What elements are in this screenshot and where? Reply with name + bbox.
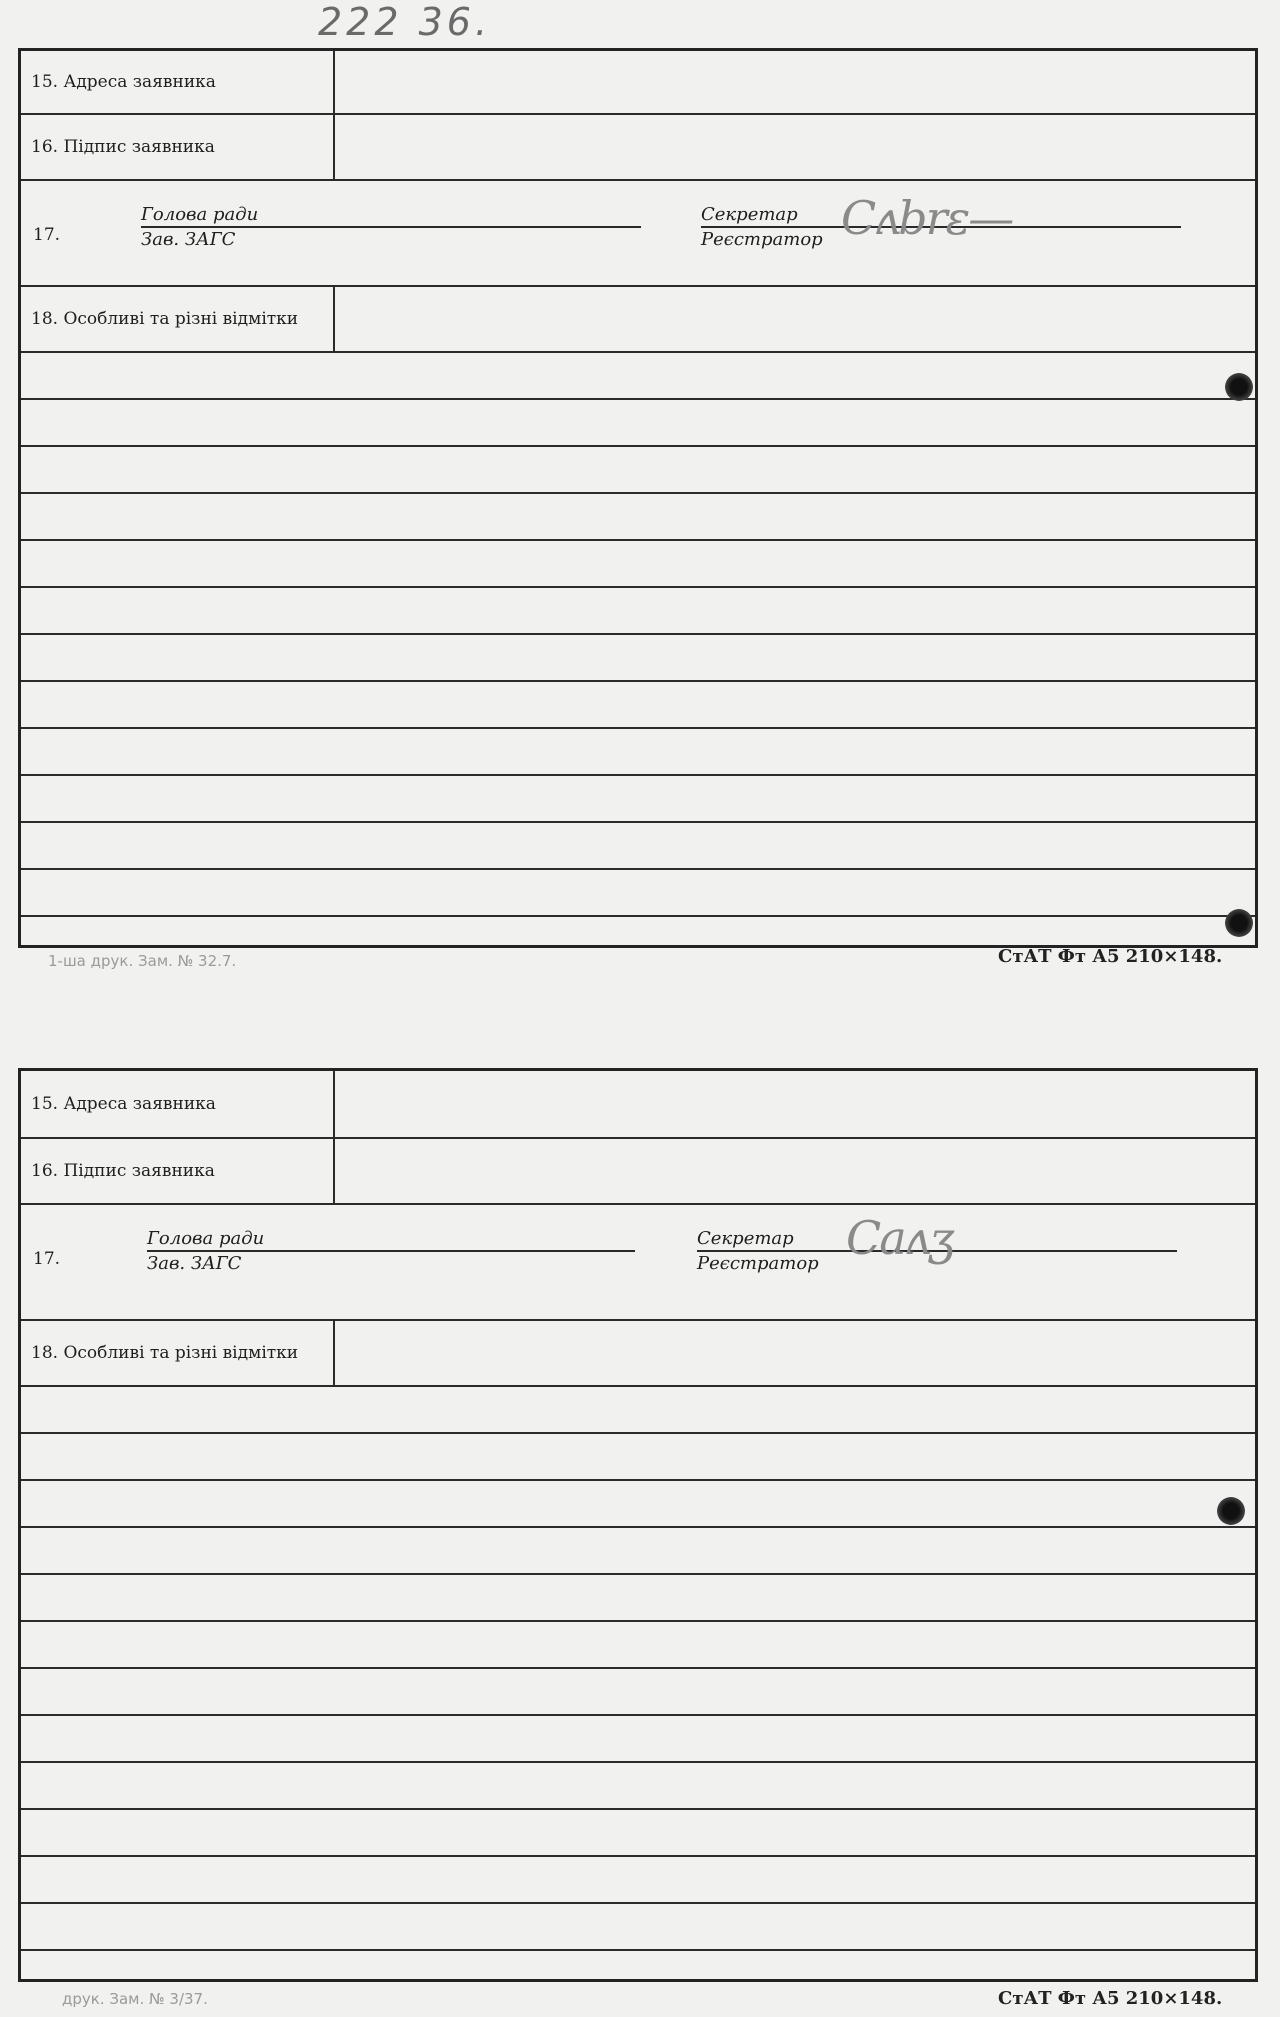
handwritten-signature: Caʌʒ [846,1211,953,1265]
address-row [21,1071,1255,1139]
row-divider [333,51,335,113]
address-label: 15. Адреса заявника [31,1094,216,1114]
head-signature-block [147,1227,635,1275]
print-note: 1-ша друк. Зам. № 32.7. [48,952,237,970]
head-label: Голова ради [141,203,641,228]
registrar-label: Реєстратор [697,1253,819,1274]
handwritten-signature: Cʌbrε— [841,191,1013,245]
registry-head-label: Зав. ЗАГС [141,229,236,250]
print-note: друк. Зам. № 3/37. [62,1990,208,2008]
head-signature-block [141,203,641,251]
applicant-signature-label: 16. Підпис заявника [31,137,215,157]
punch-hole [1217,1497,1245,1525]
row-divider [333,1321,335,1385]
special-marks-row [21,287,1255,353]
registrar-label: Реєстратор [701,229,823,250]
officials-number: 17. [33,1249,61,1269]
punch-hole [1225,909,1253,937]
row-divider [333,1139,335,1203]
applicant-signature-label: 16. Підпис заявника [31,1161,215,1181]
civil-registry-form-bottom [18,1068,1258,1982]
form-code: СтАТ Фт А5 210×148. [998,946,1223,967]
row-divider [333,1071,335,1137]
form-code: СтАТ Фт А5 210×148. [998,1988,1223,2009]
civil-registry-form-top [18,48,1258,948]
address-row [21,51,1255,115]
special-marks-row [21,1321,1255,1387]
address-label: 15. Адреса заявника [31,72,216,92]
secretary-label: Секретар [701,203,1181,228]
officials-number: 17. [33,225,61,245]
applicant-signature-row [21,115,1255,181]
special-marks-label: 18. Особливі та різні відмітки [31,309,299,329]
ruled-lines-area [21,1387,1255,1979]
registry-head-label: Зав. ЗАГС [147,1253,242,1274]
ruled-lines-area [21,353,1255,945]
officials-row [21,181,1255,287]
secretary-label: Секретар [697,1227,1177,1252]
punch-hole [1225,373,1253,401]
head-label: Голова ради [147,1227,635,1252]
applicant-signature-row [21,1139,1255,1205]
page-number: 222 36. [318,0,492,44]
officials-row [21,1205,1255,1321]
row-divider [333,115,335,179]
row-divider [333,287,335,351]
special-marks-label: 18. Особливі та різні відмітки [31,1343,299,1363]
